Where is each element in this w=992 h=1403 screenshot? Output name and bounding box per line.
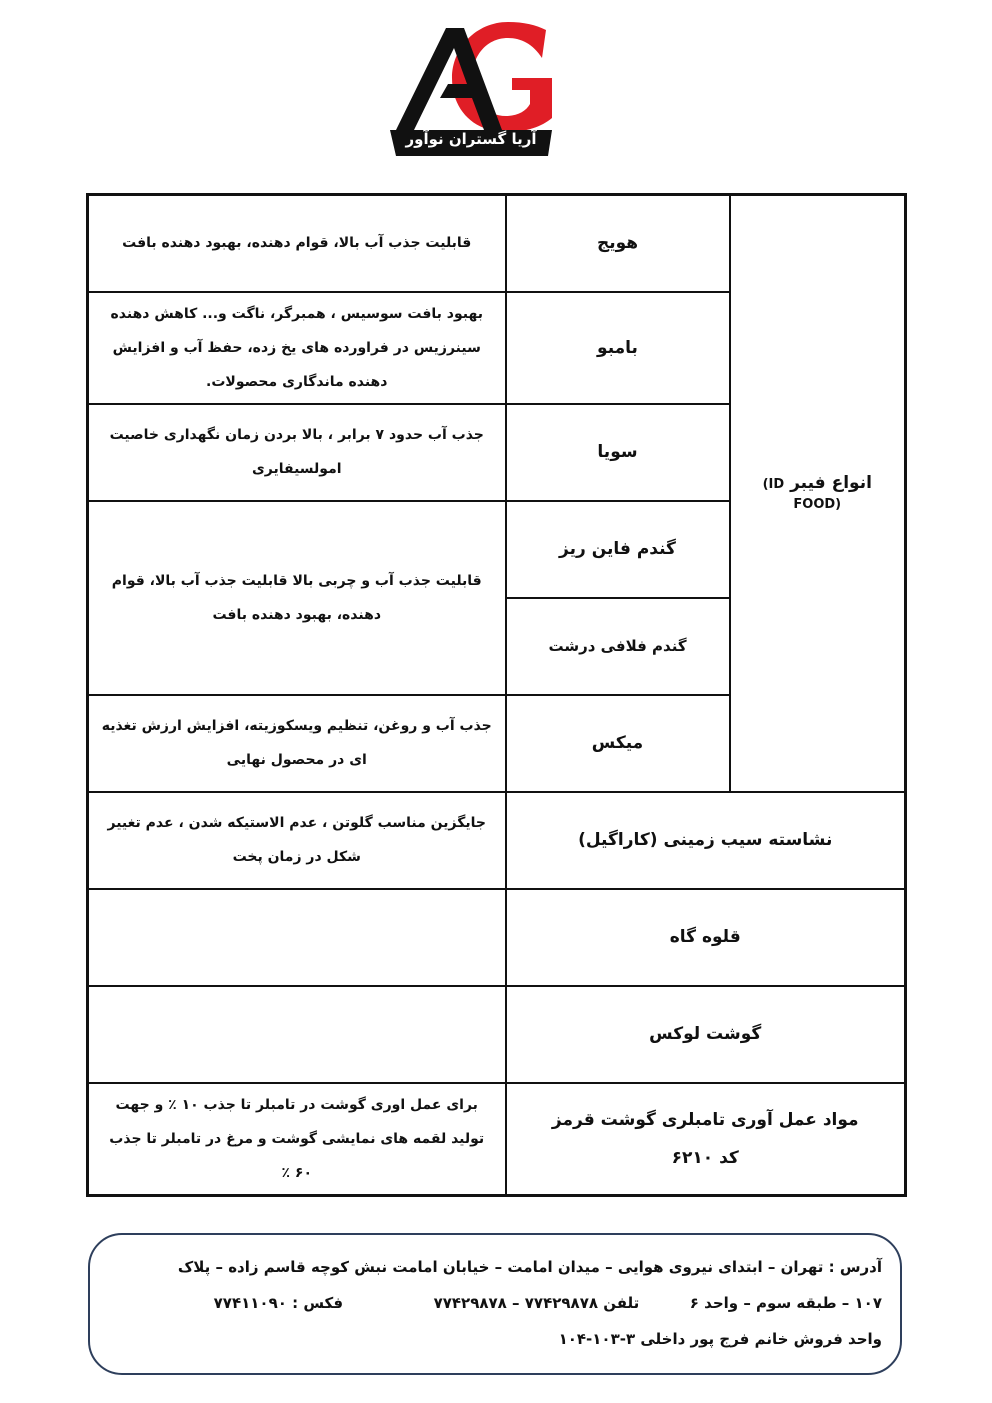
fax-number: ۷۷۴۱۱۰۹۰ [213, 1294, 287, 1312]
phone-label: تلفن [603, 1294, 640, 1312]
logo-company-name: آریا گستران نوآور [405, 130, 537, 148]
category-tag: (ID FOOD) [762, 477, 842, 513]
product-description: برای عمل اوری گوشت در تامبلر تا جذب ۱۰ ٪ و جهت تولید لقمه های نمایشی گوشت و مرغ در تامبلر تا جذب ۶۰ ٪ [88, 1083, 506, 1196]
table-row [88, 195, 906, 292]
product-name: نشاسته سیب زمینی (کاراگیل) [506, 792, 906, 889]
table-row [88, 792, 906, 889]
product-description: قابلیت جذب آب و چربی بالا قابلیت جذب آب بالا، قوام دهنده، بهبود دهنده بافت [88, 501, 506, 695]
address-line-2 [108, 1285, 882, 1321]
product-name: سویا [506, 404, 730, 501]
product-description: جایگزین مناسب گلوتن ، عدم الاستیکه شدن ، عدم تغییر شکل در زمان پخت [88, 792, 506, 889]
product-description [88, 986, 506, 1083]
product-description: جذب آب و روغن، تنظیم ویسکوزیته، افزایش ارزش تغذیه ای در محصول نهایی [88, 695, 506, 792]
table-row [88, 889, 906, 986]
product-name: مواد عمل آوری تامبلری گوشت قرمز [551, 1109, 859, 1130]
fax-label: فکس : [292, 1294, 344, 1312]
product-name: میکس [506, 695, 730, 792]
company-logo [388, 18, 560, 160]
products-table [86, 193, 907, 1197]
product-code: کد ۶۲۱۰ [671, 1147, 739, 1168]
category-label: انواع فیبر [790, 473, 872, 494]
product-name-cell [506, 1083, 906, 1196]
product-name: بامبو [506, 292, 730, 404]
sales-line: واحد فروش خانم فرج پور داخلی ۳-۱۰۳-۱۰۴ [558, 1330, 882, 1348]
product-name: هویج [506, 195, 730, 292]
fiber-category-cell [730, 195, 906, 792]
product-description: جذب آب حدود ۷ برابر ، بالا بردن زمان نگهداری خاصیت امولسیفایری [88, 404, 506, 501]
product-description: بهبود بافت سوسیس ، همبرگر، ناگت و... کاهش دهنده سینرزیس در فراورده های یخ زده، حفظ آب و افزایش دهنده ماندگاری محصولات. [88, 292, 506, 404]
product-description [88, 889, 506, 986]
product-name: قلوه گاه [506, 889, 906, 986]
product-name: گوشت لوکس [506, 986, 906, 1083]
product-description: قابلیت جذب آب بالا، قوام دهنده، بهبود دهنده بافت [88, 195, 506, 292]
product-name: گندم فلافی درشت [506, 598, 730, 695]
address-unit: ۱۰۷ – طبقه سوم – واحد ۶ [689, 1294, 882, 1312]
contact-box [88, 1233, 902, 1375]
address-line-1: آدرس : تهران – ابتدای نیروی هوایی – میدان امامت – خیابان امامت نبش کوچه قاسم زاده – پلاک [177, 1258, 882, 1276]
table-row [88, 986, 906, 1083]
product-name: گندم فاین ریز [506, 501, 730, 598]
table-row [88, 1083, 906, 1196]
phone-numbers: ۷۷۴۲۹۸۷۸ – ۷۷۴۲۹۸۷۸ [433, 1294, 599, 1312]
